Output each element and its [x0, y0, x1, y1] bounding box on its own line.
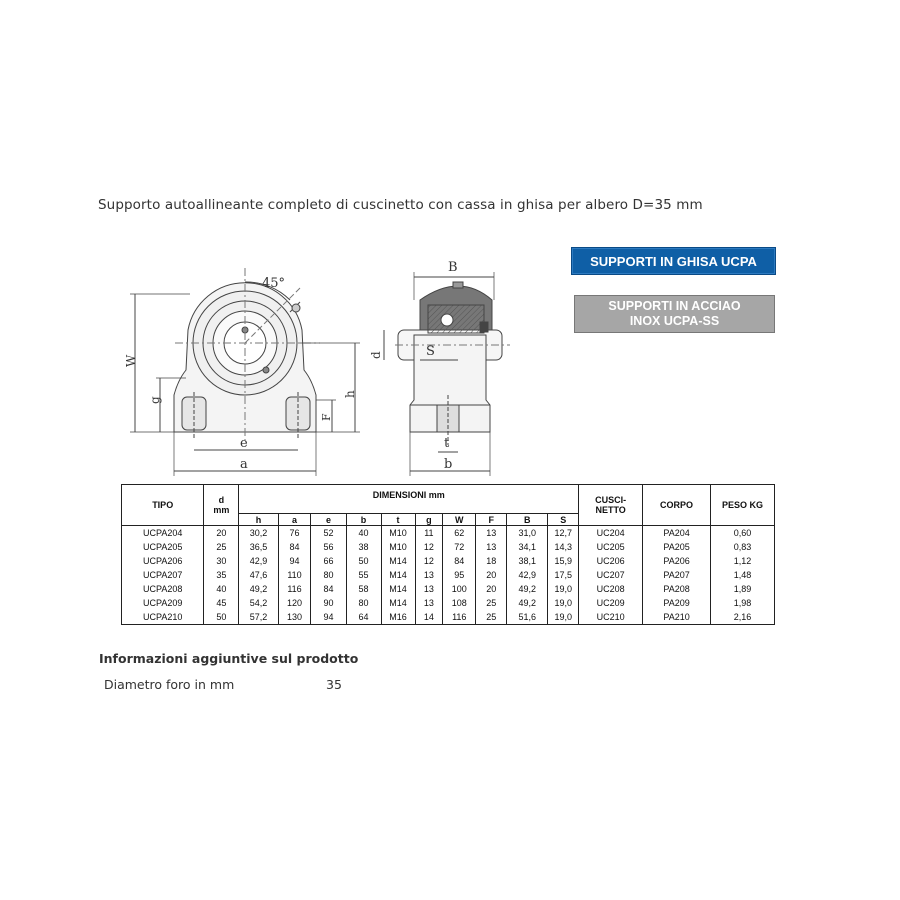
cell-h: 57,2 [239, 610, 278, 625]
cell-corpo: PA206 [643, 554, 711, 568]
cell-S: 12,7 [548, 526, 579, 541]
ucpa-ss-button-label-line2: INOX UCPA-SS [629, 314, 720, 328]
header-cuscinetto-line1: CUSCI- [595, 495, 627, 505]
dim-label-B: B [448, 260, 458, 275]
cell-b: 38 [346, 540, 381, 554]
cell-W: 62 [443, 526, 476, 541]
cell-g: 12 [415, 554, 443, 568]
cell-g: 13 [415, 582, 443, 596]
subheader-B: B [507, 514, 548, 526]
cell-cuscinetto: UC205 [579, 540, 643, 554]
cell-W: 116 [443, 610, 476, 625]
cell-tipo: UCPA209 [143, 598, 183, 608]
cell-corpo: PA209 [643, 596, 711, 610]
cell-b: 50 [346, 554, 381, 568]
subheader-F: F [476, 514, 507, 526]
subheader-a: a [278, 514, 311, 526]
cell-g: 11 [415, 526, 443, 541]
subheader-e: e [311, 514, 346, 526]
bore-diameter-label: Diametro foro in mm [104, 677, 235, 692]
cell-corpo: PA210 [643, 610, 711, 625]
angle-label: 45° [262, 276, 286, 291]
cell-g: 13 [415, 568, 443, 582]
cell-cuscinetto: UC210 [579, 610, 643, 625]
cell-a: 120 [278, 596, 311, 610]
header-peso: PESO KG [711, 485, 775, 526]
dim-label-W: W [124, 354, 138, 367]
cell-tipo: UCPA210 [143, 612, 183, 622]
product-description: Supporto autoallineante completo di cuscinetto con cassa in ghisa per albero D=35 mm [98, 197, 703, 213]
cell-F: 13 [476, 526, 507, 541]
cell-d: 35 [204, 568, 239, 582]
cell-F: 20 [476, 582, 507, 596]
cell-S: 19,0 [548, 596, 579, 610]
dim-label-b: b [444, 457, 453, 472]
cell-h: 42,9 [239, 554, 278, 568]
cell-corpo: PA208 [643, 582, 711, 596]
header-cuscinetto-line2: NETTO [595, 505, 626, 515]
cell-cuscinetto: UC206 [579, 554, 643, 568]
cell-e: 56 [311, 540, 346, 554]
cell-S: 17,5 [548, 568, 579, 582]
cell-d: 30 [204, 554, 239, 568]
cell-a: 130 [278, 610, 311, 625]
specifications-table [121, 484, 775, 625]
cell-B: 38,1 [507, 554, 548, 568]
cell-B: 31,0 [507, 526, 548, 541]
subheader-g: g [415, 514, 443, 526]
table-row [122, 582, 775, 596]
cell-peso: 1,12 [711, 554, 775, 568]
subheader-W: W [443, 514, 476, 526]
cell-e: 66 [311, 554, 346, 568]
cell-g: 14 [415, 610, 443, 625]
cell-t: M14 [381, 596, 415, 610]
cell-a: 116 [278, 582, 311, 596]
header-corpo: CORPO [643, 485, 711, 526]
cell-cuscinetto: UC207 [579, 568, 643, 582]
dim-label-a: a [240, 457, 248, 472]
cell-tipo: UCPA206 [143, 556, 183, 566]
cell-t: M10 [381, 540, 415, 554]
cell-corpo: PA204 [643, 526, 711, 541]
header-dimensioni: DIMENSIONI mm [239, 485, 579, 514]
cell-b: 40 [346, 526, 381, 541]
dim-label-F: F [320, 413, 333, 421]
cell-tipo: UCPA205 [143, 542, 183, 552]
header-cuscinetto [579, 485, 643, 526]
cell-peso: 1,89 [711, 582, 775, 596]
ucpa-button-label: SUPPORTI IN GHISA UCPA [590, 253, 757, 269]
dim-label-d: d [369, 351, 383, 359]
cell-peso: 0,60 [711, 526, 775, 541]
cell-W: 72 [443, 540, 476, 554]
cell-W: 100 [443, 582, 476, 596]
header-d-line1: d [218, 495, 225, 505]
cell-peso: 0,83 [711, 540, 775, 554]
cell-b: 80 [346, 596, 381, 610]
cell-F: 18 [476, 554, 507, 568]
cell-t: M14 [381, 568, 415, 582]
cell-S: 15,9 [548, 554, 579, 568]
cell-W: 95 [443, 568, 476, 582]
cell-S: 19,0 [548, 610, 579, 625]
cell-t: M10 [381, 526, 415, 541]
cell-h: 30,2 [239, 526, 278, 541]
cell-g: 13 [415, 596, 443, 610]
cell-W: 108 [443, 596, 476, 610]
cell-B: 34,1 [507, 540, 548, 554]
cell-a: 94 [278, 554, 311, 568]
cell-d: 20 [204, 526, 239, 541]
cell-h: 36,5 [239, 540, 278, 554]
cell-B: 42,9 [507, 568, 548, 582]
cell-a: 84 [278, 540, 311, 554]
cell-e: 90 [311, 596, 346, 610]
dim-label-t: t [444, 436, 450, 451]
table-row [122, 596, 775, 610]
dim-label-e: e [240, 436, 248, 451]
cell-cuscinetto: UC204 [579, 526, 643, 541]
cell-g: 12 [415, 540, 443, 554]
cell-B: 51,6 [507, 610, 548, 625]
subheader-b: b [346, 514, 381, 526]
cell-a: 110 [278, 568, 311, 582]
cell-a: 76 [278, 526, 311, 541]
header-d [204, 485, 239, 526]
cell-b: 64 [346, 610, 381, 625]
table-row [122, 568, 775, 582]
cell-cuscinetto: UC208 [579, 582, 643, 596]
table-row [122, 554, 775, 568]
cell-F: 20 [476, 568, 507, 582]
additional-info-title: Informazioni aggiuntive sul prodotto [99, 651, 359, 666]
header-d-line2: mm [213, 505, 230, 515]
cell-tipo: UCPA208 [143, 584, 183, 594]
cell-h: 54,2 [239, 596, 278, 610]
table-row [122, 610, 775, 625]
cell-B: 49,2 [507, 596, 548, 610]
subheader-S: S [548, 514, 579, 526]
cell-corpo: PA207 [643, 568, 711, 582]
ucpa-ss-button-label-line1: SUPPORTI IN ACCIAO [608, 299, 741, 313]
cell-S: 19,0 [548, 582, 579, 596]
cell-e: 94 [311, 610, 346, 625]
cell-e: 80 [311, 568, 346, 582]
cell-d: 25 [204, 540, 239, 554]
cell-b: 58 [346, 582, 381, 596]
cell-e: 52 [311, 526, 346, 541]
cell-cuscinetto: UC209 [579, 596, 643, 610]
cell-corpo: PA205 [643, 540, 711, 554]
table-row [122, 526, 775, 541]
table-body [122, 526, 775, 625]
cell-d: 45 [204, 596, 239, 610]
bore-diameter-value: 35 [326, 677, 342, 692]
cell-F: 25 [476, 596, 507, 610]
cell-d: 50 [204, 610, 239, 625]
cell-S: 14,3 [548, 540, 579, 554]
cell-tipo: UCPA207 [143, 570, 183, 580]
cell-F: 13 [476, 540, 507, 554]
subheader-t: t [381, 514, 415, 526]
cell-peso: 2,16 [711, 610, 775, 625]
cell-tipo: UCPA204 [143, 528, 183, 538]
cell-e: 84 [311, 582, 346, 596]
dim-label-h: h [343, 390, 357, 398]
cell-b: 55 [346, 568, 381, 582]
subheader-h: h [239, 514, 278, 526]
cell-t: M16 [381, 610, 415, 625]
table-row [122, 540, 775, 554]
cell-B: 49,2 [507, 582, 548, 596]
cell-t: M14 [381, 582, 415, 596]
cell-peso: 1,98 [711, 596, 775, 610]
dim-label-S: S [426, 344, 435, 359]
cell-d: 40 [204, 582, 239, 596]
cell-F: 25 [476, 610, 507, 625]
cell-W: 84 [443, 554, 476, 568]
cell-peso: 1,48 [711, 568, 775, 582]
cell-h: 47,6 [239, 568, 278, 582]
cell-t: M14 [381, 554, 415, 568]
dim-label-g: g [148, 396, 162, 404]
cell-h: 49,2 [239, 582, 278, 596]
header-tipo: TIPO [122, 485, 204, 526]
